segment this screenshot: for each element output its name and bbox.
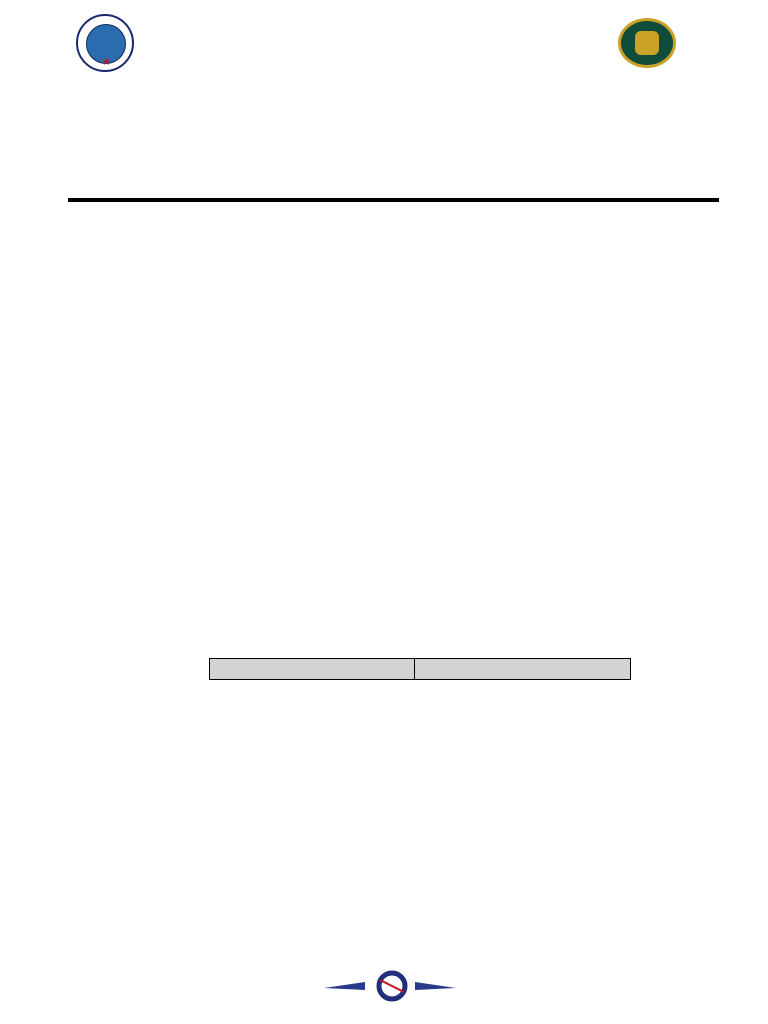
header-funcion — [210, 659, 415, 680]
function-cell — [69, 201, 259, 202]
anniversary-logo — [320, 968, 460, 1020]
platoon-a-cell — [258, 201, 496, 202]
shield-icon — [635, 31, 659, 55]
wings-icon — [320, 968, 460, 1004]
ala-combate-emblem — [76, 14, 134, 72]
duty-roster-table — [68, 198, 719, 202]
platoon-b-cell — [496, 201, 719, 202]
header-semana — [414, 659, 631, 680]
table-header-row — [210, 659, 631, 680]
fae-emblem — [618, 18, 676, 68]
table-row — [69, 201, 719, 202]
weekly-duty-table — [209, 658, 631, 680]
star-icon: ★ — [102, 57, 111, 68]
